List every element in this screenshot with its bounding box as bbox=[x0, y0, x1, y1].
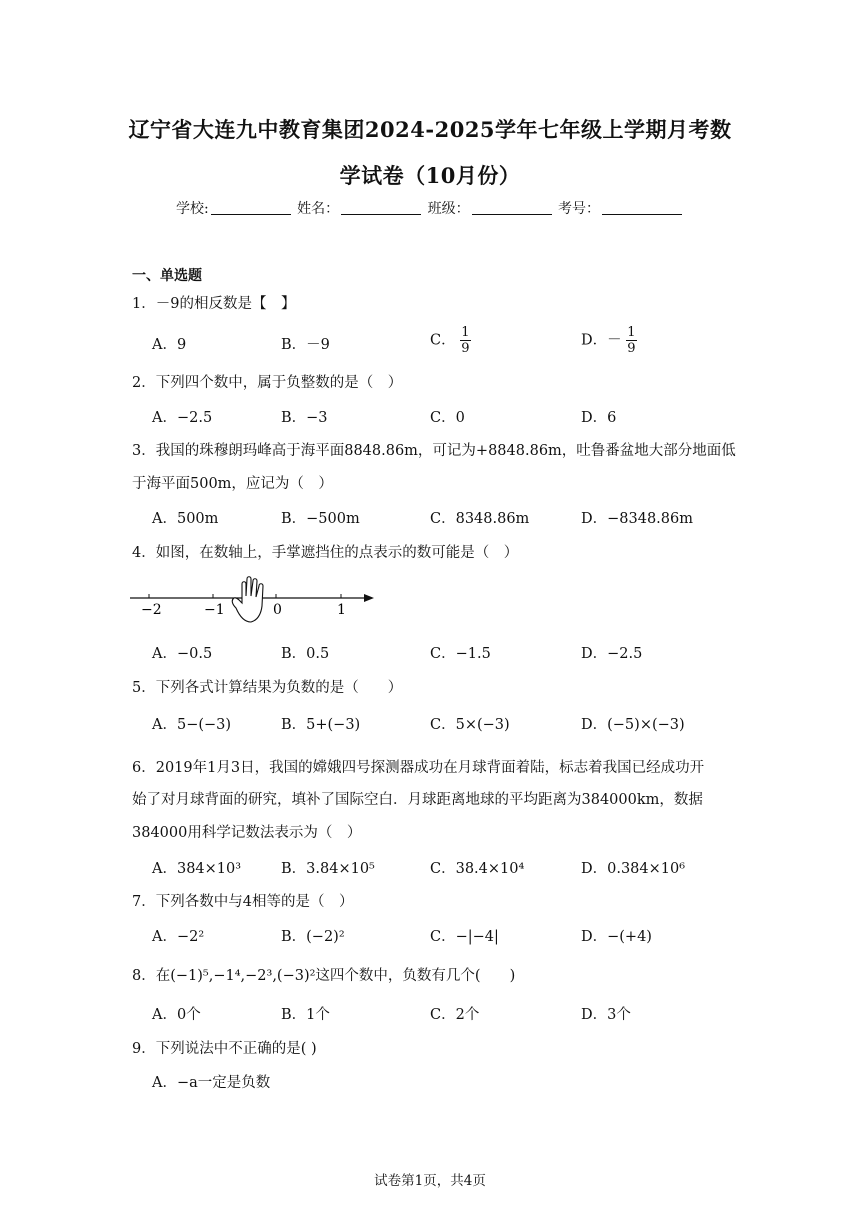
question-4-option-d[interactable]: D．−2.5 bbox=[581, 646, 643, 662]
question-3-option-c[interactable]: C．8348.86m bbox=[430, 511, 530, 527]
question-8-option-b[interactable]: B．1个 bbox=[281, 1007, 330, 1023]
exam-title-line2: 学试卷（10月份） bbox=[339, 163, 521, 188]
fraction bbox=[626, 325, 636, 356]
question-1-option-c[interactable] bbox=[430, 325, 471, 356]
tick-label: −2 bbox=[141, 602, 162, 618]
question-3-stem-line2: 于海平面500m，应记为（ ） bbox=[132, 476, 333, 492]
school-label: 学校: bbox=[175, 201, 209, 217]
section-heading: 一、单选题 bbox=[132, 268, 202, 284]
fraction-denominator: 9 bbox=[461, 341, 470, 356]
question-3-option-d[interactable]: D．−8348.86m bbox=[581, 511, 693, 527]
question-1-option-a[interactable]: A．9 bbox=[152, 337, 187, 353]
question-3-option-a[interactable]: A．500m bbox=[152, 511, 219, 527]
question-6-option-b[interactable]: B．3.84×10⁵ bbox=[281, 861, 375, 877]
class-blank[interactable] bbox=[472, 200, 552, 215]
question-6-stem: 6．2019年1月3日，我国的嫦娥四号探测器成功在月球背面着陆，标志着我国已经成功开 bbox=[132, 760, 705, 776]
class-label: 班级： bbox=[427, 201, 470, 217]
hand-icon bbox=[232, 577, 263, 622]
question-8-option-c[interactable]: C．2个 bbox=[430, 1007, 480, 1023]
question-2-option-d[interactable]: D．6 bbox=[581, 410, 617, 426]
question-2-option-b[interactable]: B．−3 bbox=[281, 410, 328, 426]
exam-no-blank[interactable] bbox=[602, 200, 682, 215]
question-8-stem: 8．在(−1)⁵,−1⁴,−2³,(−3)²这四个数中，负数有几个( ) bbox=[132, 968, 516, 984]
question-1-option-d[interactable] bbox=[581, 325, 637, 356]
question-4-option-c[interactable]: C．−1.5 bbox=[430, 646, 491, 662]
page-footer: 试卷第1页，共4页 bbox=[374, 1173, 486, 1189]
fraction bbox=[460, 325, 470, 356]
fraction-numerator: 1 bbox=[461, 325, 470, 340]
name-label: 姓名： bbox=[297, 201, 340, 217]
exam-title-line1: 辽宁省大连九中教育集团2024-2025学年七年级上学期月考数 bbox=[128, 117, 732, 142]
axis-arrow-icon bbox=[364, 594, 374, 602]
question-4-stem: 4．如图，在数轴上，手掌遮挡住的点表示的数可能是（ ） bbox=[132, 545, 519, 561]
question-7-option-b[interactable]: B．(−2)² bbox=[281, 929, 345, 945]
question-5-stem: 5．下列各式计算结果为负数的是（ ） bbox=[132, 680, 403, 696]
question-5-option-d[interactable]: D．(−5)×(−3) bbox=[581, 717, 685, 733]
question-6-option-c[interactable]: C．38.4×10⁴ bbox=[430, 861, 525, 877]
question-7-option-d[interactable]: D．−(+4) bbox=[581, 929, 652, 945]
question-1-option-b[interactable]: B．－9 bbox=[281, 337, 330, 353]
question-2-option-c[interactable]: C．0 bbox=[430, 410, 465, 426]
question-2-stem: 2．下列四个数中，属于负整数的是（ ） bbox=[132, 375, 403, 391]
school-blank[interactable] bbox=[211, 200, 291, 215]
question-6-stem-line2: 始了对月球背面的研究，填补了国际空白．月球距离地球的平均距离为384000km，数据 bbox=[132, 792, 703, 808]
question-4-option-a[interactable]: A．−0.5 bbox=[152, 646, 213, 662]
question-3-option-b[interactable]: B．−500m bbox=[281, 511, 360, 527]
question-9-stem: 9．下列说法中不正确的是( ) bbox=[132, 1041, 317, 1057]
question-5-option-a[interactable]: A．5−(−3) bbox=[152, 717, 232, 733]
exam-no-label: 考号： bbox=[558, 201, 601, 217]
number-line-figure bbox=[128, 572, 388, 628]
option-label: C． bbox=[430, 332, 456, 349]
question-1-stem: 1．－9的相反数是【 】 bbox=[132, 296, 296, 312]
tick-label: 1 bbox=[337, 602, 346, 618]
question-8-option-d[interactable]: D．3个 bbox=[581, 1007, 631, 1023]
question-7-option-c[interactable]: C．−|−4| bbox=[430, 929, 499, 945]
name-blank[interactable] bbox=[341, 200, 421, 215]
fraction-numerator: 1 bbox=[627, 325, 636, 340]
question-5-option-c[interactable]: C．5×(−3) bbox=[430, 717, 510, 733]
question-6-option-d[interactable]: D．0.384×10⁶ bbox=[581, 861, 686, 877]
fraction-denominator: 9 bbox=[627, 341, 636, 356]
student-info-row bbox=[0, 198, 860, 218]
question-6-option-a[interactable]: A．384×10³ bbox=[152, 861, 242, 877]
question-7-stem: 7．下列各数中与4相等的是（ ） bbox=[132, 894, 354, 910]
tick-label: 0 bbox=[273, 602, 282, 618]
question-2-option-a[interactable]: A．−2.5 bbox=[152, 410, 213, 426]
question-3-stem: 3．我国的珠穆朗玛峰高于海平面8848.86m，可记为+8848.86m，吐鲁番盆地大部分地面低 bbox=[132, 443, 736, 459]
question-7-option-a[interactable]: A．−2² bbox=[152, 929, 205, 945]
question-8-option-a[interactable]: A．0个 bbox=[152, 1007, 201, 1023]
question-4-option-b[interactable]: B．0.5 bbox=[281, 646, 330, 662]
question-5-option-b[interactable]: B．5+(−3) bbox=[281, 717, 361, 733]
option-label: D．－ bbox=[581, 332, 622, 349]
question-6-stem-line3: 384000用科学记数法表示为（ ） bbox=[132, 825, 362, 841]
question-9-option-a[interactable]: A．−a一定是负数 bbox=[152, 1075, 271, 1091]
tick-label: −1 bbox=[204, 602, 225, 618]
